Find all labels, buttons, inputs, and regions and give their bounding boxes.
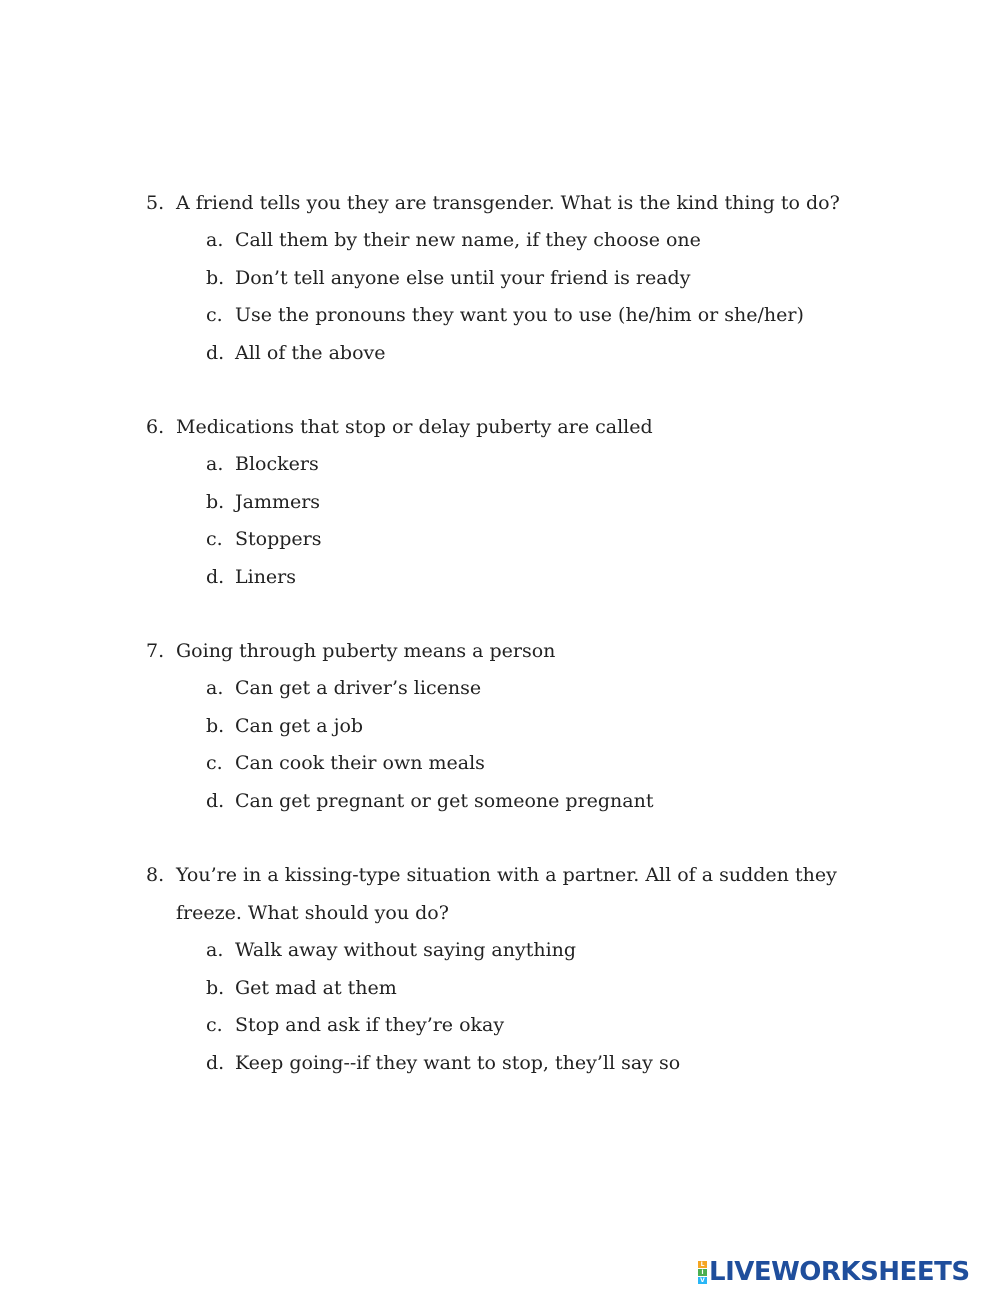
option-d [206, 1045, 886, 1083]
option-text: Stop and ask if they’re okay [235, 1014, 505, 1036]
option-letter: a. [206, 677, 224, 699]
question-text: You’re in a kissing-type situation with a partner. All of a sudden they freeze. What should you do? [176, 864, 837, 924]
option-text: Keep going--if they want to stop, they’ll say so [235, 1051, 681, 1074]
question-text: Medications that stop or delay puberty are called [176, 416, 653, 438]
option-text: Use the pronouns they want you to use (he/him or she/her) [235, 304, 804, 326]
question-text: Going through puberty means a person [176, 640, 556, 662]
question-5 [146, 184, 886, 372]
option-text: Get mad at them [235, 976, 397, 999]
option-a [206, 446, 886, 484]
option-letter: d. [206, 789, 225, 812]
option-letter: a. [206, 229, 224, 251]
question-number: 5. [146, 192, 165, 214]
option-c [206, 1007, 886, 1045]
option-text: Can cook their own meals [235, 752, 485, 774]
options-list [206, 932, 886, 1082]
logo-mark-letter: I [698, 1269, 707, 1276]
question-number: 8. [146, 864, 165, 886]
option-text: Can get a job [235, 714, 364, 737]
question-text: A friend tells you they are transgender. What is the kind thing to do? [176, 192, 840, 214]
option-d [206, 335, 886, 373]
logo-mark-icon [698, 1261, 707, 1284]
question-6 [146, 408, 886, 596]
option-letter: d. [206, 565, 225, 588]
option-letter: d. [206, 341, 225, 364]
logo-text: LIVEWORKSHEETS [709, 1257, 970, 1287]
option-text: Call them by their new name, if they choose one [235, 229, 701, 251]
option-letter: b. [206, 490, 225, 513]
option-text: All of the above [235, 341, 386, 364]
option-letter: b. [206, 266, 225, 289]
option-b [206, 260, 886, 298]
option-text: Can get pregnant or get someone pregnant [235, 789, 654, 812]
liveworksheets-logo [698, 1258, 970, 1286]
option-b [206, 484, 886, 522]
option-a [206, 932, 886, 970]
option-letter: d. [206, 1051, 225, 1074]
option-letter: c. [206, 304, 223, 326]
options-list [206, 670, 886, 820]
option-a [206, 222, 886, 260]
option-letter: b. [206, 976, 225, 999]
option-letter: a. [206, 939, 224, 961]
option-text: Can get a driver’s license [235, 677, 482, 699]
option-text: Blockers [235, 453, 319, 475]
question-number: 7. [146, 640, 165, 662]
logo-mark-letter: V [698, 1277, 707, 1284]
logo-mark-letter: L [698, 1261, 707, 1268]
option-text: Liners [235, 565, 297, 588]
option-d [206, 783, 886, 821]
option-b [206, 708, 886, 746]
option-b [206, 970, 886, 1008]
question-7 [146, 632, 886, 820]
option-c [206, 297, 886, 335]
option-letter: c. [206, 528, 223, 550]
question-number: 6. [146, 416, 165, 438]
option-text: Stoppers [235, 528, 322, 550]
option-letter: c. [206, 1014, 223, 1036]
option-letter: a. [206, 453, 224, 475]
options-list [206, 446, 886, 596]
option-text: Walk away without saying anything [235, 939, 577, 961]
option-text: Jammers [235, 490, 321, 513]
option-c [206, 745, 886, 783]
option-a [206, 670, 886, 708]
option-d [206, 559, 886, 597]
option-text: Don’t tell anyone else until your friend is ready [235, 266, 691, 289]
question-8 [146, 856, 886, 1082]
option-c [206, 521, 886, 559]
option-letter: b. [206, 714, 225, 737]
option-letter: c. [206, 752, 223, 774]
options-list [206, 222, 886, 372]
